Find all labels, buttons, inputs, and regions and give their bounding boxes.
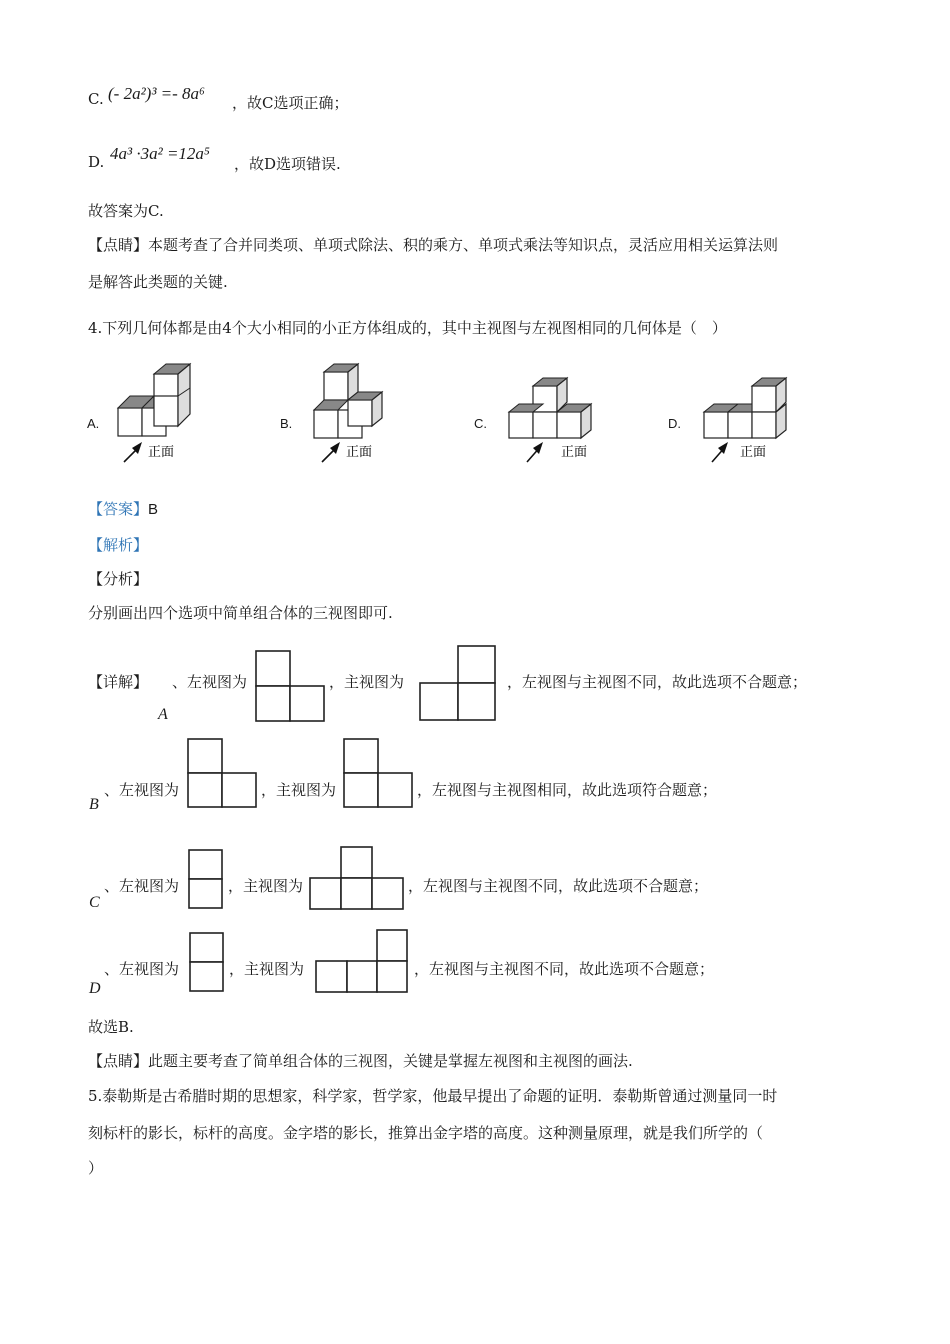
cube-figure-d	[704, 378, 786, 438]
row-d-left-label: 、左视图为	[104, 960, 180, 978]
option-d-expr: 4a³ ·3a² =12a⁵	[110, 144, 210, 163]
front-text-a: 正面	[148, 444, 175, 459]
row-b-conclusion: ，左视图与主视图相同，故此选项符合题意；	[417, 781, 718, 799]
row-a-main-view	[420, 646, 500, 722]
row-b-letter: B	[89, 796, 99, 813]
row-d-main-label: ，主视图为	[229, 960, 305, 978]
q4-comment	[88, 1050, 633, 1071]
front-text-d: 正面	[740, 444, 767, 459]
option-d-suffix: ，故D选项错误.	[234, 155, 341, 173]
fenxi-tag: 【分析】	[88, 570, 149, 588]
row-a-letter: A	[158, 706, 168, 723]
q5-line1: 5.泰勒斯是古希腊时期的思想家，科学家，哲学家，他最早提出了命题的证明．泰勒斯曾通过测量同一时	[88, 1087, 778, 1105]
q5-line2: 刻标杆的影长，标杆的高度。金字塔的影长，推算出金字塔的高度。这种测量原理，就是我们所学的（	[88, 1124, 764, 1142]
comment1-tag: 【点睛】	[88, 236, 149, 254]
option-c-expr: (- 2a²)³ =- 8a⁶	[108, 84, 205, 103]
cube-figure-b	[314, 364, 382, 438]
q4-option-c-label[interactable]: C.	[474, 416, 487, 431]
q4-comment-tag: 【点睛】	[88, 1052, 149, 1070]
row-c-conclusion: ，左视图与主视图不同，故此选项不合题意；	[408, 877, 709, 895]
answer-summary: 故答案为C.	[88, 202, 164, 220]
option-c-prefix: C.	[88, 90, 104, 108]
row-a-main-label: ，主视图为	[329, 673, 405, 691]
row-d-left-view	[190, 933, 226, 995]
row-b-left-view	[188, 739, 260, 809]
row-c-letter: C	[89, 894, 100, 911]
q4-answer	[88, 498, 158, 519]
row-d-main-view	[316, 930, 412, 994]
q4-option-c-figure	[505, 374, 615, 474]
q4-option-a-label[interactable]: A.	[87, 416, 100, 431]
option-d-prefix: D.	[88, 153, 105, 171]
q4-option-d-label[interactable]: D.	[668, 416, 681, 431]
comment1-line2: 是解答此类题的关键.	[88, 273, 228, 291]
row-c-main-label: ，主视图为	[228, 877, 304, 895]
row-a-left-view	[256, 651, 326, 723]
option-c-expression	[108, 84, 205, 104]
row-b-main-label: ，主视图为	[261, 781, 337, 799]
row-d-letter: D	[89, 980, 101, 997]
fenxi-text: 分别画出四个选项中简单组合体的三视图即可.	[88, 604, 393, 622]
answer-value: B	[148, 501, 159, 518]
cube-figure-a	[118, 364, 190, 436]
option-c-suffix: ，故C选项正确；	[232, 94, 349, 112]
comment1-text: 本题考查了合并同类项、单项式除法、积的乘方、单项式乘法等知识点，灵活应用相关运算法则	[148, 236, 779, 254]
q5-line3: ）	[88, 1159, 104, 1177]
q4-option-b-label[interactable]: B.	[280, 416, 293, 431]
comment1-line1	[88, 234, 778, 255]
row-a-conclusion: ，左视图与主视图不同，故此选项不合题意；	[507, 673, 808, 691]
row-a-left-label: 、左视图为	[172, 673, 248, 691]
cube-figure-c	[509, 378, 591, 438]
row-b-left-label: 、左视图为	[104, 781, 180, 799]
row-c-left-view	[189, 850, 225, 912]
front-text-b: 正面	[346, 444, 373, 459]
q4-option-b-figure	[310, 362, 420, 472]
q4-option-d-figure	[700, 374, 810, 474]
q4-option-a-figure	[110, 360, 220, 470]
q4-question: 4.下列几何体都是由4个大小相同的小正方体组成的，其中主视图与左视图相同的几何体是（ ）	[88, 319, 727, 337]
q4-choose: 故选B.	[88, 1018, 134, 1036]
option-c-line	[88, 90, 104, 108]
q4-comment-text: 此题主要考查了简单组合体的三视图，关键是掌握左视图和主视图的画法.	[148, 1052, 633, 1070]
detail-tag: 【详解】	[88, 673, 149, 691]
row-c-main-view	[310, 847, 406, 911]
analysis-tag: 【解析】	[88, 536, 149, 554]
answer-tag: 【答案】	[88, 500, 149, 518]
row-d-conclusion: ，左视图与主视图不同，故此选项不合题意；	[414, 960, 715, 978]
row-c-left-label: 、左视图为	[104, 877, 180, 895]
row-b-main-view	[344, 739, 416, 809]
front-text-c: 正面	[561, 444, 588, 459]
